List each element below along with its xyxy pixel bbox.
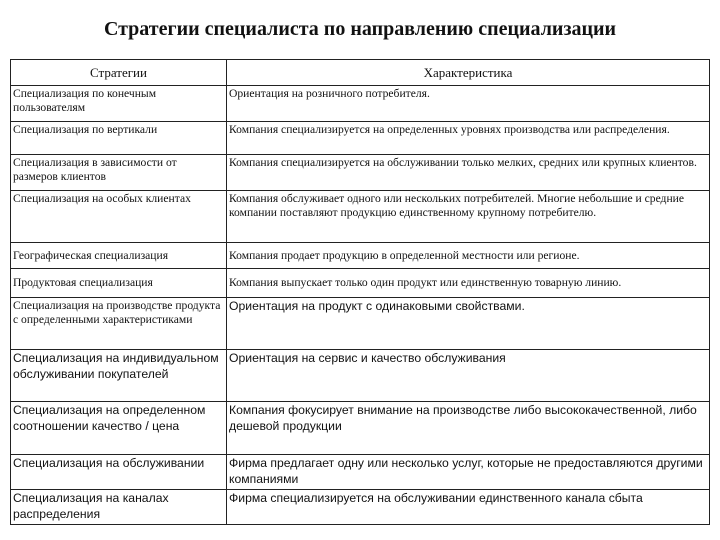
- column-header-strategies: Стратегии: [11, 60, 227, 86]
- characteristic-cell: Компания выпускает только один продукт или единственную товарную линию.: [227, 269, 710, 298]
- table-row: [11, 269, 710, 298]
- strategy-cell: Специализация на индивидуальном обслуживании покупателей: [11, 350, 227, 402]
- strategy-cell: Специализация на производстве продукта с определенными характеристиками: [11, 298, 227, 350]
- table-row: [11, 191, 710, 243]
- characteristic-cell: Компания обслуживает одного или нескольких потребителей. Многие небольшие и средние компании поставляют продукцию единственному крупному потребителю.: [227, 191, 710, 243]
- characteristic-cell: Компания фокусирует внимание на производстве либо высококачественной, либо дешевой продукции: [227, 402, 710, 455]
- characteristic-cell: Фирма специализируется на обслуживании единственного канала сбыта: [227, 490, 710, 525]
- characteristic-cell: Фирма предлагает одну или несколько услуг, которые не предоставляются другими компаниями: [227, 455, 710, 490]
- page-title: Стратегии специалиста по направлению специализации: [103, 18, 617, 40]
- column-header-characteristic: Характеристика: [227, 60, 710, 86]
- strategy-cell: Специализация по вертикали: [11, 122, 227, 155]
- characteristic-cell: Ориентация на розничного потребителя.: [227, 86, 710, 122]
- strategy-cell: Продуктовая специализация: [11, 269, 227, 298]
- characteristic-cell: Ориентация на продукт с одинаковыми свойствами.: [227, 298, 710, 350]
- table-row: [11, 350, 710, 402]
- table-row: [11, 298, 710, 350]
- table-row: [11, 455, 710, 490]
- strategy-cell: Специализация по конечным пользователям: [11, 86, 227, 122]
- table-row: [11, 155, 710, 191]
- strategy-cell: Специализация на особых клиентах: [11, 191, 227, 243]
- strategy-cell: Специализация на каналах распределения: [11, 490, 227, 525]
- strategy-cell: Специализация на определенном соотношении качество / цена: [11, 402, 227, 455]
- characteristic-cell: Ориентация на сервис и качество обслуживания: [227, 350, 710, 402]
- strategy-cell: Географическая специализация: [11, 243, 227, 269]
- characteristic-cell: Компания специализируется на обслуживании только мелких, средних или крупных клиентов.: [227, 155, 710, 191]
- table-header-row: [11, 60, 710, 86]
- table-row: [11, 490, 710, 525]
- strategy-cell: Специализация в зависимости от размеров клиентов: [11, 155, 227, 191]
- table-row: [11, 402, 710, 455]
- characteristic-cell: Компания продает продукцию в определенной местности или регионе.: [227, 243, 710, 269]
- table-row: [11, 122, 710, 155]
- table-row: [11, 243, 710, 269]
- table-row: [11, 86, 710, 122]
- strategy-cell: Специализация на обслуживании: [11, 455, 227, 490]
- characteristic-cell: Компания специализируется на определенных уровнях производства или распределения.: [227, 122, 710, 155]
- strategies-table: [10, 59, 710, 525]
